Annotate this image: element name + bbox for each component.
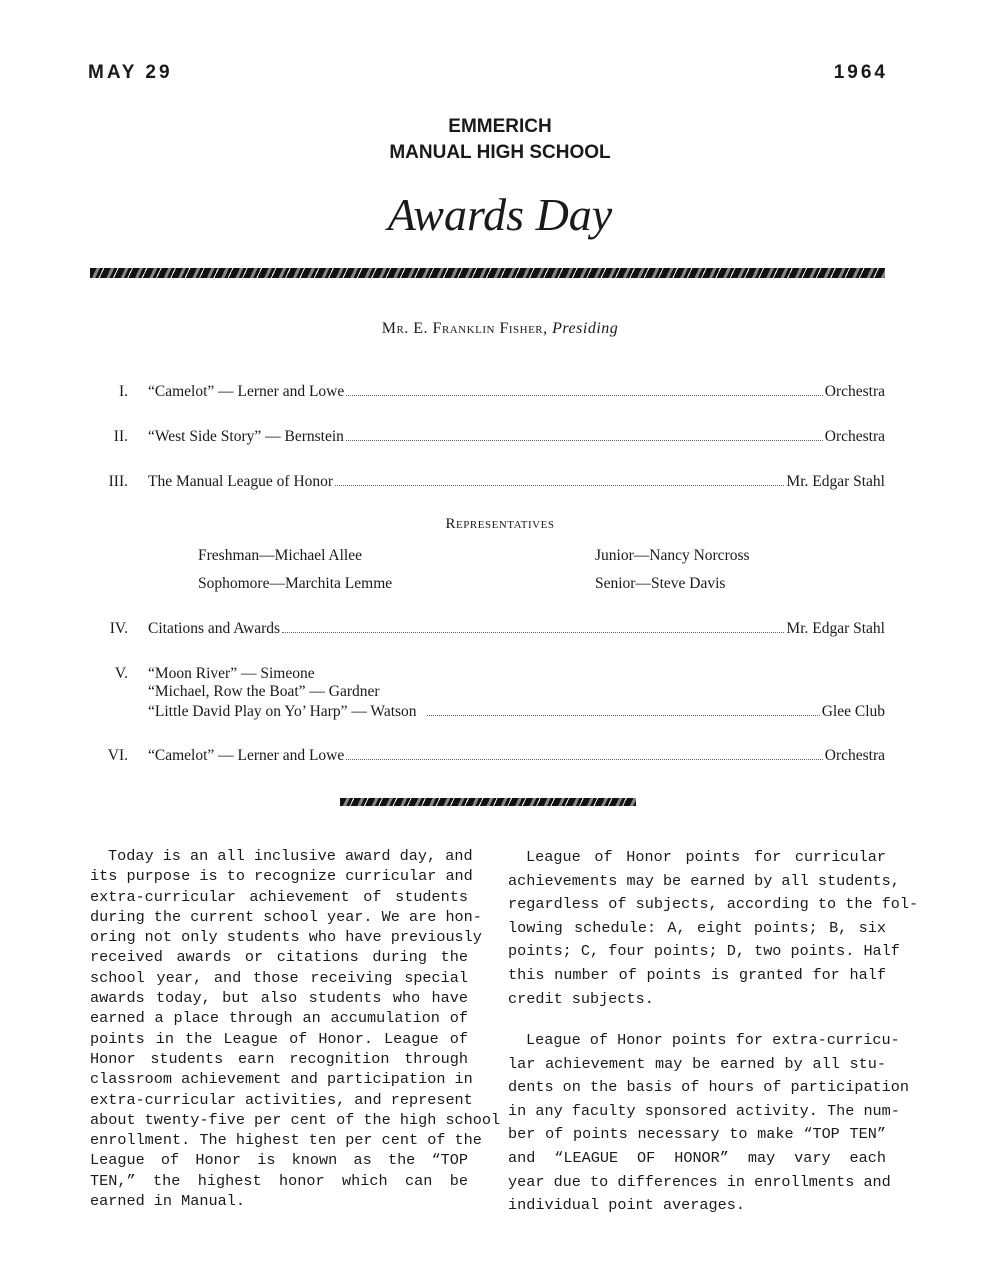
paragraph-line: received awards or citations during the [90,948,468,967]
paragraph-line: in any faculty sponsored activity. The num- [508,1101,900,1120]
item-number: III. [108,473,128,490]
paragraph-line: year due to differences in enrollments and [508,1172,891,1191]
paragraph-line: Honor students earn recognition through [90,1049,468,1068]
presiding-role: Presiding [552,320,619,337]
page-title: Awards Day [387,189,613,240]
decorative-rope-divider-small [340,798,636,806]
dot-leader [346,759,823,760]
dot-leader [346,440,823,441]
paragraph-line: earned a place through an accumulation of [90,1009,468,1028]
item-number: I. [118,383,128,400]
rep-junior: Junior—Nancy Norcross [595,547,750,564]
program-item-line [100,703,885,721]
header-year: 1964 [833,62,888,83]
item-performer: Glee Club [821,703,885,720]
item-performer: Mr. Edgar Stahl [786,620,885,637]
paragraph-line: classroom achievement and participation in [90,1070,473,1089]
curricular-points-paragraph [508,846,919,1011]
item-performer: Orchestra [824,428,885,445]
presiding-name: Mr. E. Franklin Fisher, [381,320,548,337]
item-title: The Manual League of Honor [148,473,334,490]
item-number: IV. [109,620,128,637]
program-item [100,620,885,638]
presiding-line [0,320,1000,338]
paragraph-line: oring not only students who have previously [90,928,482,947]
item-number: II. [113,428,128,445]
paragraph-line: Today is an all inclusive award day, and [108,847,473,865]
paragraph-line: TEN,” the highest honor which can be [90,1171,468,1190]
dot-leader [282,632,784,633]
paragraph-line: points; C, four points; D, two points. Half [508,942,900,961]
item-performer: Orchestra [824,747,885,764]
program-item [100,747,885,765]
item-title: Citations and Awards [148,620,281,637]
paragraph-line: individual point averages. [508,1196,745,1215]
item-title: “Camelot” — Lerner and Lowe [148,747,345,764]
item-performer: Mr. Edgar Stahl [786,473,885,490]
paragraph-line: extra-curricular achievement of students [90,887,468,906]
paragraph-line: dents on the basis of hours of participation [508,1078,910,1097]
item-title: “Little David Play on Yo’ Harp” — Watson [148,703,417,720]
paragraph-line: earned in Manual. [90,1192,245,1211]
paragraph-line: its purpose is to recognize curricular and [90,867,473,886]
program-item [100,665,885,683]
school-name-line2: MANUAL HIGH SCHOOL [389,142,611,163]
dot-leader [346,395,823,396]
item-title: “Moon River” — Simeone [148,665,315,682]
paragraph-line: school year, and those receiving special [90,968,468,987]
paragraph-line: and “LEAGUE OF HONOR” may vary each [508,1148,886,1167]
paragraph-line: awards today, but also students who have [90,989,468,1008]
rep-freshman: Freshman—Michael Allee [198,547,362,564]
paragraph-line: League of Honor is known as the “TOP [90,1151,468,1170]
extracurricular-points-paragraph [508,1029,910,1218]
item-title: “Michael, Row the Boat” — Gardner [148,683,380,700]
paragraph-line: about twenty-five per cent of the high school [90,1110,501,1129]
paragraph-line: regardless of subjects, according to the fol- [508,895,919,914]
paragraph-line: enrollment. The highest ten per cent of the [90,1131,482,1150]
paragraph-line: this number of points is granted for half [508,965,886,984]
program-item [100,383,885,401]
paragraph-line: League of Honor points for extra-curricu- [526,1031,900,1049]
item-title: “West Side Story” — Bernstein [148,428,344,445]
intro-paragraph [90,846,501,1211]
dot-leader [427,715,820,716]
paragraph-line: points in the League of Honor. League of [90,1029,468,1048]
item-number: VI. [107,747,128,764]
item-performer: Orchestra [824,383,885,400]
school-name-line1: EMMERICH [448,116,552,137]
rep-senior: Senior—Steve Davis [595,575,726,592]
paragraph-line: lar achievement may be earned by all stu- [508,1054,886,1073]
decorative-rope-divider [90,268,885,278]
dot-leader [335,485,784,486]
representatives-heading: Representatives [445,516,555,532]
header-date: MAY 29 [88,62,173,83]
item-number: V. [114,665,128,682]
program-item-line [100,683,885,701]
paragraph-line: credit subjects. [508,989,654,1008]
paragraph-line: during the current school year. We are hon- [90,907,482,926]
paragraph-line: achievements may be earned by all students, [508,871,900,890]
paragraph-line: League of Honor points for curricular [526,848,886,866]
paragraph-line: lowing schedule: A, eight points; B, six [508,918,886,937]
paragraph-line: ber of points necessary to make “TOP TEN” [508,1125,886,1144]
item-title: “Camelot” — Lerner and Lowe [148,383,345,400]
paragraph-line: extra-curricular activities, and represent [90,1090,473,1109]
rep-sophomore: Sophomore—Marchita Lemme [198,575,393,592]
program-item [100,428,885,446]
program-item [100,473,885,491]
